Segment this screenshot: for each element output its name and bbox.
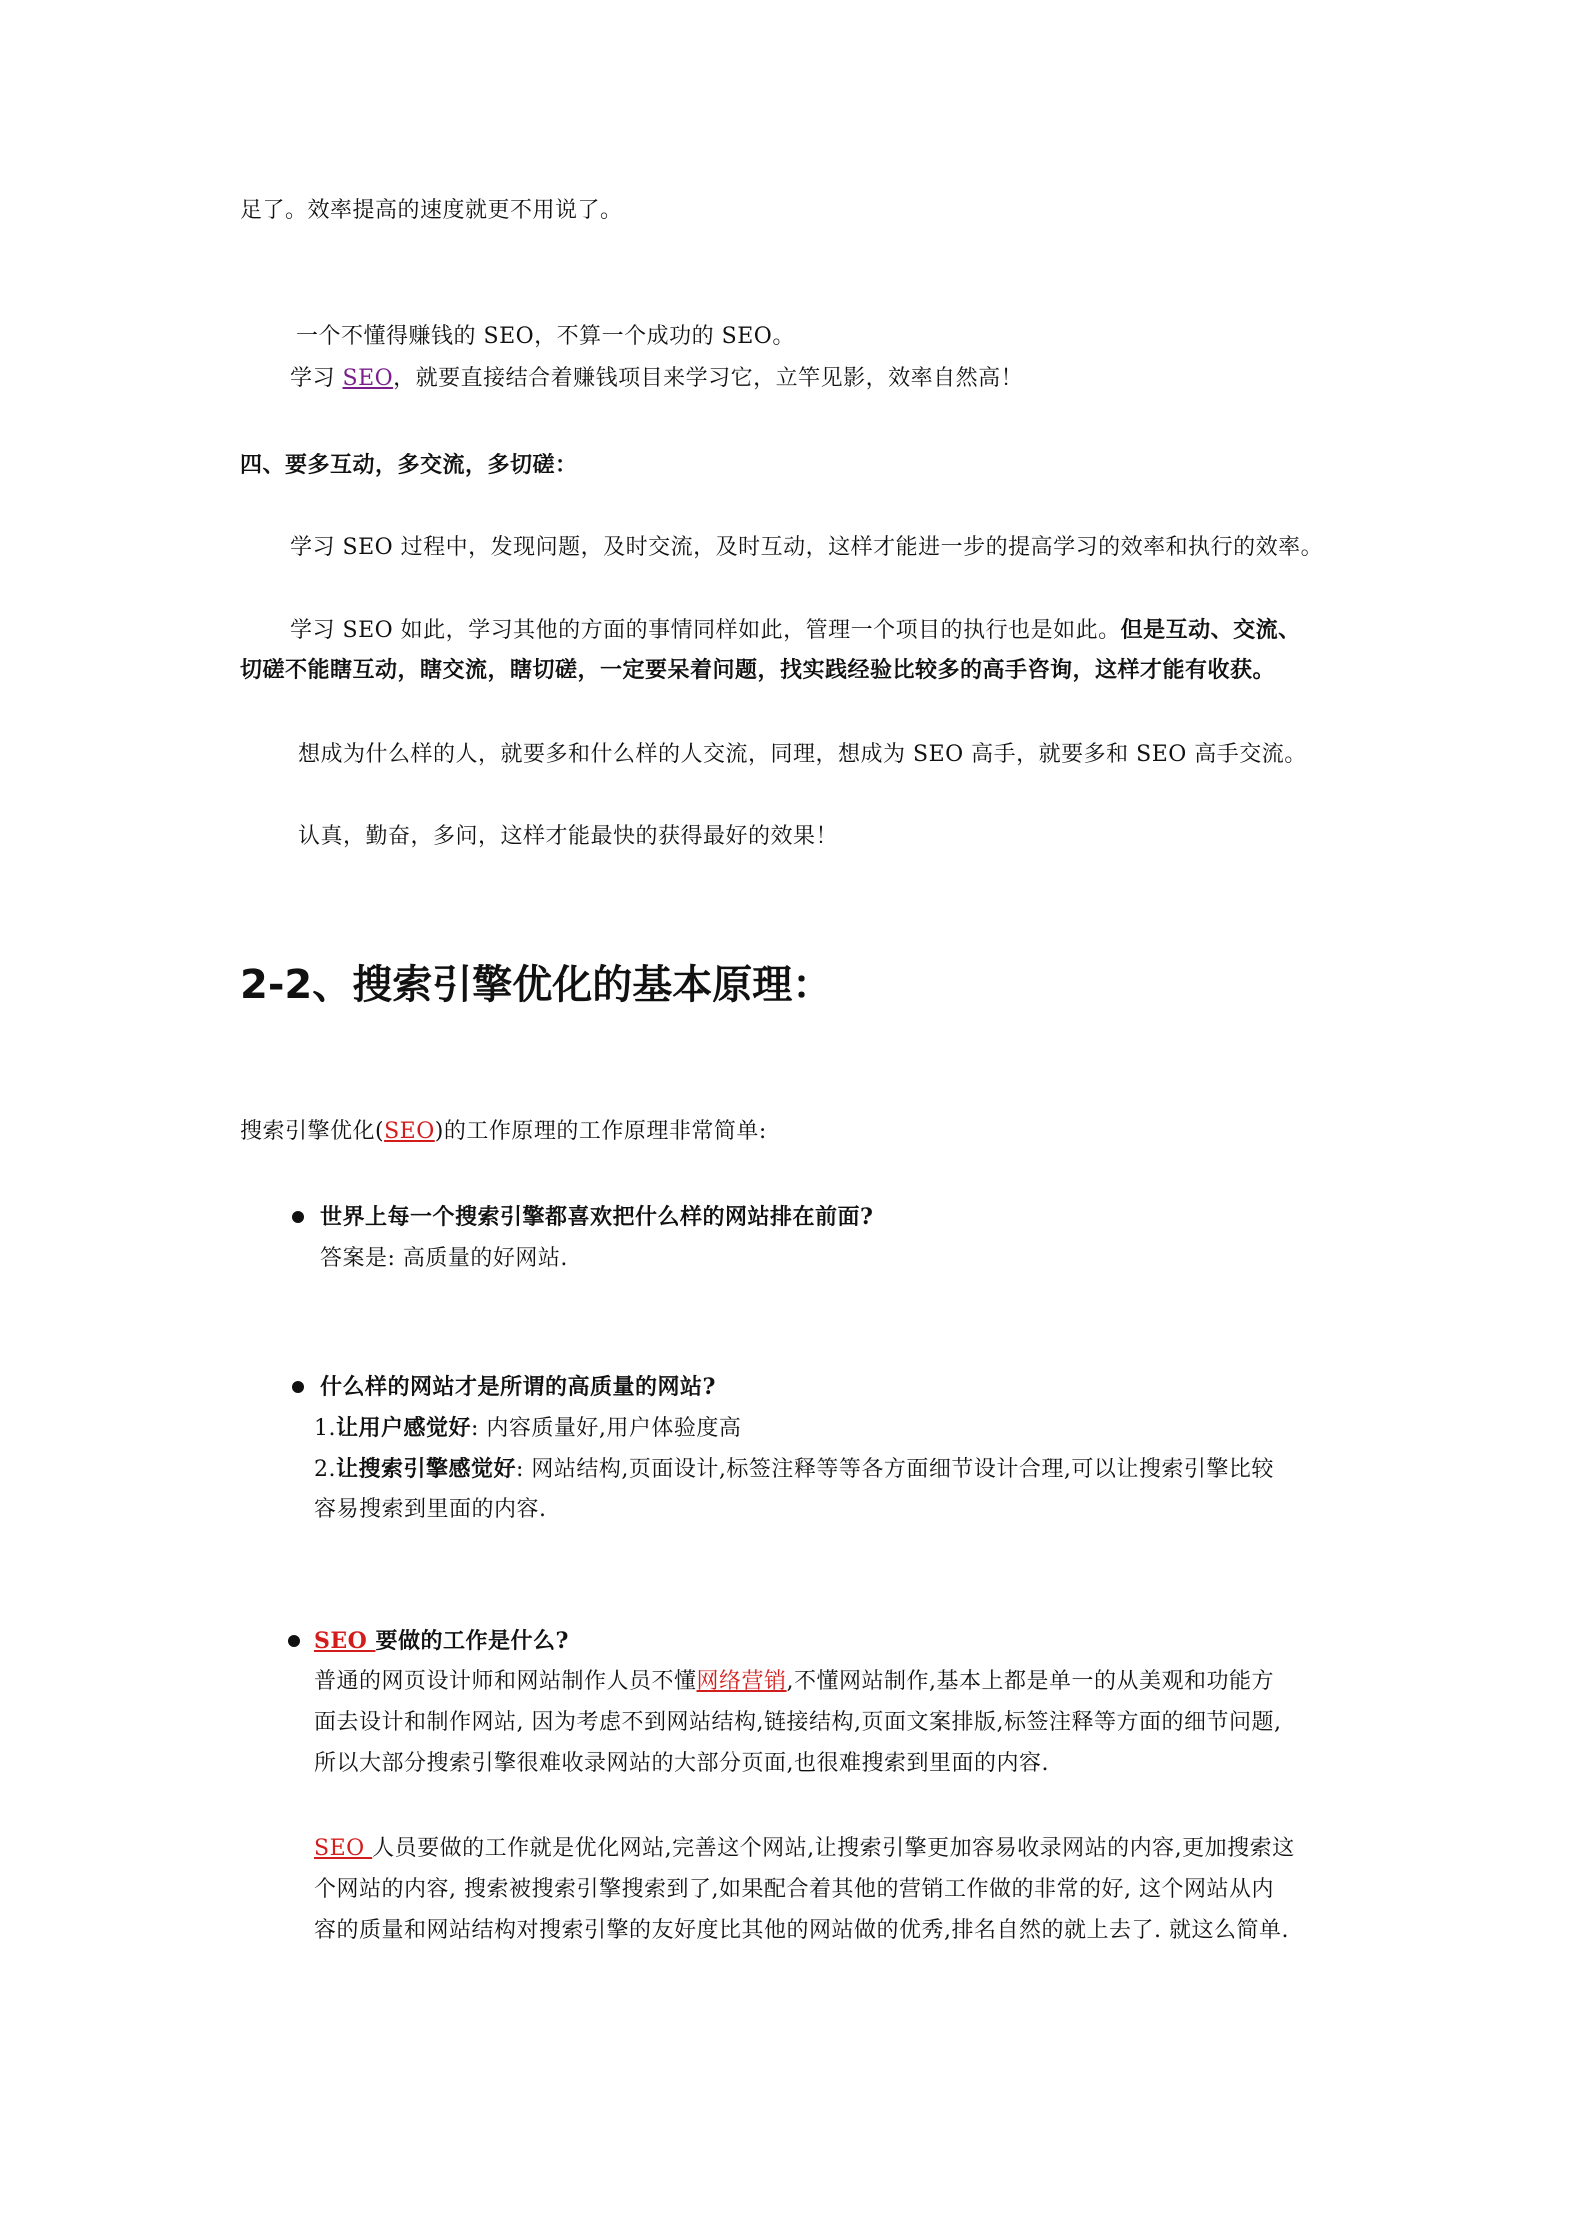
paragraph-text: 搜索引擎优化(: [240, 1119, 385, 1144]
paragraph-project-line1: [290, 615, 1301, 646]
paragraph-bold-text: 但是互动、交流、: [1120, 617, 1301, 643]
paragraph-designers-line3: 所以大部分搜索引擎很难收录网站的大部分页面,也很难搜索到里面的内容.: [314, 1751, 1049, 1776]
list-bold-label: 让搜索引擎感觉好: [336, 1456, 517, 1482]
paragraph-interaction: 学习 SEO 过程中，发现问题，及时交流，及时互动，这样才能进一步的提高学习的效率和执行的效率。: [290, 535, 1324, 560]
paragraph-seo-work-line2: 个网站的内容, 搜索被搜索引擎搜索到了,如果配合着其他的营销工作做的非常的好, 这个网站从内: [314, 1877, 1274, 1902]
paragraph-designers-line1: [314, 1667, 1274, 1697]
seo-link[interactable]: SEO: [314, 1628, 376, 1654]
list-text: : 内容质量好,用户体验度高: [471, 1416, 742, 1441]
paragraph-text: )的工作原理的工作原理非常简单:: [434, 1119, 767, 1144]
list-number: 1.: [314, 1416, 336, 1441]
list-item-user-experience: [314, 1413, 741, 1444]
bullet-icon: [292, 1381, 304, 1393]
list-bold-label: 让用户感觉好: [336, 1415, 472, 1441]
paragraph-diligence: 认真，勤奋，多问，这样才能最快的获得最好的效果！: [298, 824, 839, 849]
list-item-continuation: 容易搜索到里面的内容.: [314, 1497, 547, 1522]
paragraph-project-line2: 切磋不能瞎互动，瞎交流，瞎切磋，一定要呆着问题，找实践经验比较多的高手咨询，这样才能有收获。: [240, 657, 1276, 683]
paragraph-learn-seo: [290, 364, 1023, 394]
bullet-icon: [292, 1211, 304, 1223]
paragraph-text: 普通的网页设计师和网站制作人员不懂: [314, 1669, 697, 1694]
paragraph-text: ,不懂网站制作,基本上都是单一的从美观和功能方: [786, 1669, 1275, 1694]
bullet-question-1: 世界上每一个搜索引擎都喜欢把什么样的网站排在前面?: [320, 1204, 874, 1230]
paragraph-seo-work-line3: 容的质量和网站结构对搜索引擎的友好度比其他的网站做的优秀,排名自然的就上去了. 就这么简单.: [314, 1918, 1289, 1943]
bullet-icon: [288, 1635, 300, 1647]
section-heading-four: 四、要多互动，多交流，多切磋：: [240, 452, 578, 478]
paragraph-continuation: 足了。效率提高的速度就更不用说了。: [240, 198, 623, 223]
bullet-question-text: 要做的工作是什么?: [375, 1628, 569, 1654]
paragraph-text: 人员要做的工作就是优化网站,完善这个网站,让搜索引擎更加容易收录网站的内容,更加搜索这: [372, 1836, 1295, 1861]
paragraph-intro: [240, 1117, 767, 1147]
section-title: 2-2、搜索引擎优化的基本原理：: [240, 962, 833, 1008]
list-item-search-engine: [314, 1454, 1274, 1485]
paragraph-designers-line2: 面去设计和制作网站, 因为考虑不到网站结构,链接结构,页面文案排版,标签注释等方面的细节问题,: [314, 1710, 1282, 1735]
paragraph-seo-work-line1: [314, 1834, 1295, 1864]
seo-link[interactable]: SEO: [314, 1836, 373, 1861]
paragraph-seo-money: 一个不懂得赚钱的 SEO，不算一个成功的 SEO。: [296, 324, 795, 349]
bullet-answer-1: 答案是: 高质量的好网站.: [320, 1246, 568, 1271]
seo-link[interactable]: SEO: [384, 1119, 435, 1144]
paragraph-text: ，就要直接结合着赚钱项目来学习它，立竿见影，效率自然高！: [393, 366, 1024, 391]
internet-marketing-link[interactable]: 网络营销: [696, 1669, 787, 1694]
bullet-question-2: 什么样的网站才是所谓的高质量的网站?: [320, 1374, 716, 1400]
seo-link[interactable]: SEO: [342, 366, 394, 391]
paragraph-text: 学习: [290, 366, 343, 391]
list-number: 2.: [314, 1457, 336, 1482]
list-text: : 网站结构,页面设计,标签注释等等各方面细节设计合理,可以让搜索引擎比较: [516, 1457, 1274, 1482]
paragraph-text: 学习 SEO 如此，学习其他的方面的事情同样如此，管理一个项目的执行也是如此。: [290, 618, 1121, 643]
bullet-question-3: [314, 1626, 569, 1656]
paragraph-become-expert: 想成为什么样的人，就要多和什么样的人交流，同理，想成为 SEO 高手，就要多和 SEO 高手交流。: [298, 742, 1307, 767]
